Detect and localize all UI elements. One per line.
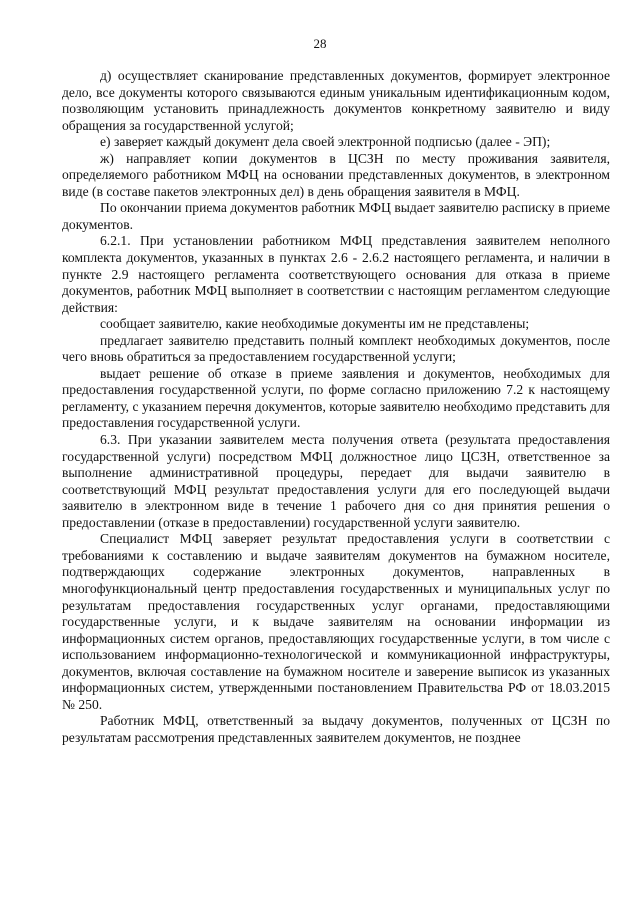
- paragraph-zh: ж) направляет копии документов в ЦСЗН по месту проживания заявителя, определяемого работником МФЦ на основании представленных документов, в электронном виде (в составе пакетов электронных дел) в день обращения заявителя в МФЦ.: [62, 150, 610, 199]
- paragraph-d: д) осуществляет сканирование представленных документов, формирует электронное дело, все документы которого связываются единым уникальным идентификационным кодом, позволяющим установить принадлежность документов конкретному заявителю и виду обращения за государственной услугой;: [62, 68, 610, 133]
- paragraph-6-2-1: 6.2.1. При установлении работником МФЦ представления заявителем неполного комплекта документов, указанных в пунктах 2.6 - 2.6.2 настоящего регламента, и наличии в пункте 2.9 настоящего регламента соответствующего основания для отказа в приеме документов, работник МФЦ выполняет в соответствии с настоящим регламентом следующие действия:: [62, 233, 610, 315]
- paragraph-e: е) заверяет каждый документ дела своей электронной подписью (далее - ЭП);: [100, 134, 551, 150]
- paragraph-refusal: выдает решение об отказе в приеме заявления и документов, необходимых для предоставления государственной услуги, по форме согласно приложению 7.2 к настоящему регламенту, с указанием перечня документов, которые заявителю необходимо представить для предоставления государственной услуги.: [62, 365, 610, 431]
- document-body: [62, 68, 610, 746]
- page-number: 28: [313, 36, 327, 51]
- paragraph-6-3: 6.3. При указании заявителем места получения ответа (результата предоставления государственной услуги) посредством МФЦ должностное лицо ЦСЗН, ответственное за выполнение административной процедуры, передает для выдачи заявителю в соответствующий МФЦ результат предоставления услуги для его последующей выдачи заявителю в электронном виде в течение 1 рабочего дня со дня принятия решения о предоставлении (отказе в предоставлении) государственной услуги заявителю.: [62, 432, 610, 530]
- paragraph-inform: сообщает заявителю, какие необходимые документы им не представлены;: [100, 316, 530, 332]
- paragraph-specialist: Специалист МФЦ заверяет результат предоставления услуги в соответствии с требованиями к составлению и выдаче заявителям документов на бумажном носителе, подтверждающих содержание электронных документов, направленных в многофункциональный центр предоставления государственных и муниципальных услуг по результатам предоставления государственных услуг органами, предоставляющими государственные услуги, и к выдаче заявителям на основании информации из информационных систем органов, предоставляющих государственные услуги, в том числе с использованием информационно-технологической и коммуникационной инфраструктуры, документов, включая составление на бумажном носителе и заверение выписок из указанных информационных систем, утвержденными постановлением Правительства РФ от 18.03.2015 № 250.: [62, 531, 610, 712]
- paragraph-receipt: По окончании приема документов работник МФЦ выдает заявителю расписку в приеме документов.: [62, 200, 610, 232]
- paragraph-mfc-worker: Работник МФЦ, ответственный за выдачу документов, полученных от ЦСЗН по результатам рассмотрения представленных заявителем документов, не позднее: [62, 713, 610, 745]
- paragraph-offer: предлагает заявителю представить полный комплект необходимых документов, после чего вновь обратиться за предоставлением государственной услуги;: [62, 332, 610, 365]
